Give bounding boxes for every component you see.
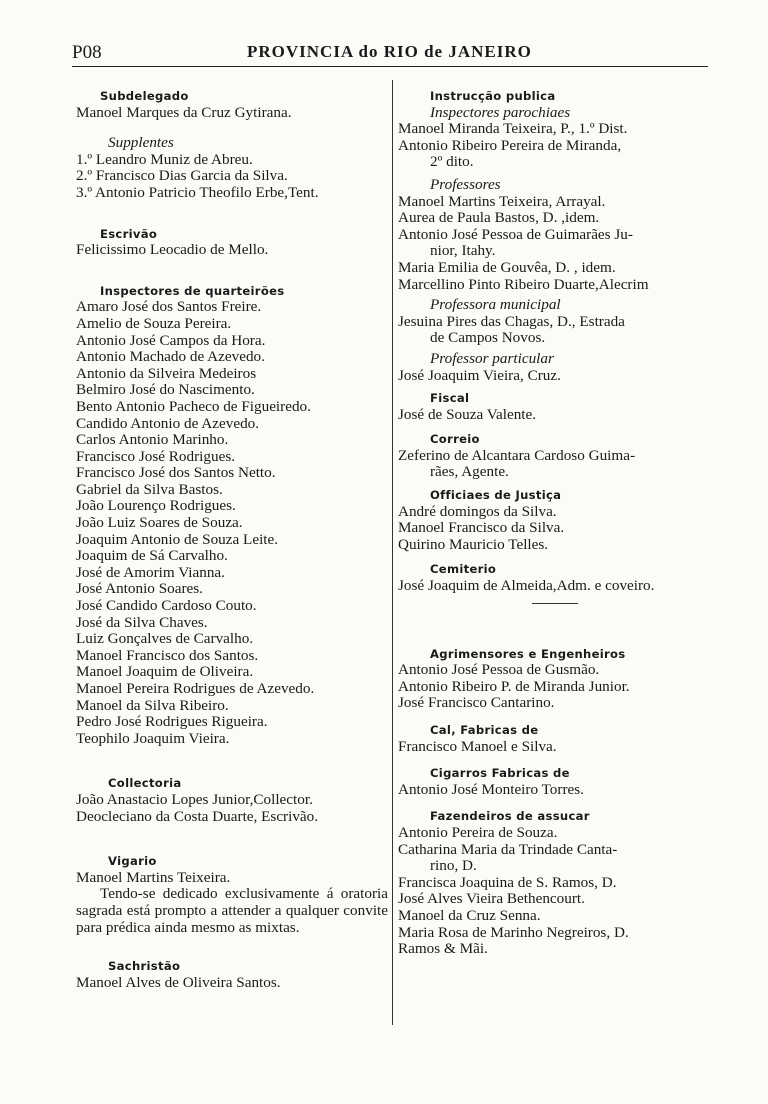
entry: João Lourenço Rodrigues. <box>76 497 236 515</box>
section-escrivao <box>76 226 388 259</box>
section-heading: Sachristão <box>108 959 181 974</box>
section-cal <box>398 722 712 755</box>
section-correio <box>398 431 712 481</box>
section-heading: Correio <box>430 432 480 447</box>
entry: 2.º Francisco Dias Garcia da Silva. <box>76 167 288 185</box>
section-inspectores-parochiaes <box>398 105 712 171</box>
entry: Bento Antonio Pacheco de Figueiredo. <box>76 397 311 415</box>
entry: Francisco José Rodrigues. <box>76 447 236 465</box>
entry: Jesuina Pires das Chagas, D., Estrada <box>398 312 625 330</box>
entry: José Joaquim de Almeida,Adm. e coveiro. <box>398 577 655 595</box>
section-instrucao <box>398 88 712 105</box>
entry: Catharina Maria da Trindade Canta- <box>398 840 618 858</box>
entry: Manoel Joaquim de Oliveira. <box>76 663 254 681</box>
section-sachristao <box>76 958 388 991</box>
header-rule <box>72 66 708 67</box>
entry: Manoel Marques da Cruz Gytirana. <box>76 103 292 121</box>
section-subheading: Inspectores parochiaes <box>430 103 571 121</box>
entry: Joaquim Antonio de Souza Leite. <box>76 530 279 548</box>
entry: Deocleciano da Costa Duarte, Escrivão. <box>76 807 319 825</box>
section-fiscal <box>398 390 712 423</box>
entry: Antonio da Silveira Medeiros <box>76 364 257 382</box>
entry: Francisco Manoel e Silva. <box>398 737 557 755</box>
entry-continuation: rães, Agente. <box>430 463 509 481</box>
entry: Marcellino Pinto Ribeiro Duarte,Alecrim <box>398 275 649 293</box>
section-heading: Vigario <box>108 854 157 869</box>
entry-continuation: 2º dito. <box>430 153 474 171</box>
section-heading: Cal, Fabricas de <box>430 723 539 737</box>
entry: José de Amorim Vianna. <box>76 563 225 581</box>
entry: João Luiz Soares de Souza. <box>76 514 243 532</box>
entry: Antonio Ribeiro Pereira de Miranda, <box>398 136 622 154</box>
entry: Amelio de Souza Pereira. <box>76 314 232 332</box>
section-heading: Cemiterio <box>430 562 497 577</box>
entry: Zeferino de Alcantara Cardoso Guima- <box>398 446 635 464</box>
entry: José Joaquim Vieira, Cruz. <box>398 366 561 384</box>
section-vigario <box>76 853 388 936</box>
left-column <box>76 82 388 991</box>
entry: Francisca Joaquina de S. Ramos, D. <box>398 873 617 891</box>
page-header <box>72 42 700 66</box>
section-heading: Collectoria <box>108 776 182 791</box>
entry: Antonio José Monteiro Torres. <box>398 780 584 798</box>
entry: Manoel Martins Teixeira. <box>76 868 231 886</box>
entry: Manoel da Silva Ribeiro. <box>76 696 229 714</box>
section-agrimensores <box>398 646 712 712</box>
entry: Manoel Miranda Teixeira, P., 1.º Dist. <box>398 120 628 138</box>
entry-continuation: de Campos Novos. <box>430 329 546 347</box>
entry: Manoel Martins Teixeira, Arrayal. <box>398 192 606 210</box>
section-fazendeiros <box>398 808 712 957</box>
entry: Manoel Pereira Rodrigues de Azevedo. <box>76 680 315 697</box>
section-heading: Cigarros Fabricas de <box>430 766 570 781</box>
entry: Belmiro José do Nascimento. <box>76 381 255 399</box>
entry: José Candido Cardoso Couto. <box>76 597 257 615</box>
entry: Antonio Pereira de Souza. <box>398 823 558 841</box>
column-divider <box>392 80 393 1025</box>
entry: Ramos & Mãi. <box>398 940 488 958</box>
section-cigarros <box>398 765 712 798</box>
entry: José Francisco Cantarino. <box>398 694 555 712</box>
section-subheading: Supplentes <box>108 134 174 152</box>
entry: Maria Rosa de Marinho Negreiros, D. <box>398 923 629 941</box>
running-title: PROVINCIA do RIO de JANEIRO <box>247 42 532 61</box>
vigario-note: Tendo-se dedicado exclusivamente á oratoria sagrada está prompto a attender a qualquer convite para prédica ainda mesmo as mixtas. <box>76 885 388 936</box>
section-subheading: Professores <box>430 175 501 193</box>
section-cemiterio <box>398 561 712 603</box>
entry: Luiz Gonçalves de Carvalho. <box>76 630 254 648</box>
section-professor-particular <box>398 351 712 384</box>
section-heading: Inspectores de quarteirões <box>100 283 285 298</box>
entry: Felicissimo Leocadio de Mello. <box>76 241 269 259</box>
entry: João Anastacio Lopes Junior,Collector. <box>76 790 313 808</box>
entry: Antonio José Campos da Hora. <box>76 331 266 349</box>
entry: Pedro José Rodrigues Rigueira. <box>76 713 268 731</box>
section-professores <box>398 177 712 293</box>
section-heading: Fiscal <box>430 391 470 406</box>
entry: André domingos da Silva. <box>398 502 557 520</box>
section-officiaes <box>398 487 712 553</box>
entry: José Alves Vieira Bethencourt. <box>398 890 585 908</box>
entry: Candido Antonio de Azevedo. <box>76 414 260 432</box>
entry: 3.º Antonio Patricio Theofilo Erbe,Tent. <box>76 183 319 201</box>
entry: 1.º Leandro Muniz de Abreu. <box>76 150 253 168</box>
section-professora-municipal <box>398 297 712 347</box>
section-separator-rule <box>532 603 578 604</box>
section-collectoria <box>76 775 388 825</box>
section-inspectores <box>76 283 388 748</box>
entry: José Antonio Soares. <box>76 580 203 598</box>
section-heading: Instrucção publica <box>430 89 556 103</box>
entry: Francisco José dos Santos Netto. <box>76 464 276 482</box>
section-subdelegado <box>76 88 388 121</box>
entry: Manoel Alves de Oliveira Santos. <box>76 973 281 991</box>
entry: Antonio Machado de Azevedo. <box>76 348 265 366</box>
entry: Teophilo Joaquim Vieira. <box>76 729 230 747</box>
entry: José da Silva Chaves. <box>76 613 208 631</box>
section-subheading: Professora municipal <box>430 296 561 314</box>
section-subheading: Professor particular <box>430 349 554 367</box>
page-number: P08 <box>72 42 102 63</box>
section-heading: Escrivão <box>100 226 158 241</box>
entry: Maria Emilia de Gouvêa, D. , idem. <box>398 258 616 276</box>
entry: Joaquim de Sá Carvalho. <box>76 547 228 565</box>
entry: Antonio José Pessoa de Gusmão. <box>398 661 600 679</box>
section-heading: Fazendeiros de assucar <box>430 809 590 824</box>
entry: Manoel Francisco dos Santos. <box>76 646 259 664</box>
entry: Quirino Mauricio Telles. <box>398 535 549 553</box>
entry: Antonio José Pessoa de Guimarães Ju- <box>398 225 633 243</box>
section-supplentes <box>76 135 388 201</box>
section-heading: Subdelegado <box>100 89 189 103</box>
section-heading: Agrimensores e Engenheiros <box>430 646 626 661</box>
section-heading: Officiaes de Justiça <box>430 488 562 503</box>
entry: José de Souza Valente. <box>398 405 537 423</box>
entry-continuation: rino, D. <box>430 857 477 875</box>
entry: Antonio Ribeiro P. de Miranda Junior. <box>398 677 630 695</box>
right-column <box>398 82 712 958</box>
entry: Aurea de Paula Bastos, D. ,idem. <box>398 209 600 227</box>
entry: Carlos Antonio Marinho. <box>76 431 229 449</box>
entry-continuation: nior, Itahy. <box>430 242 496 260</box>
entry: Manoel da Cruz Senna. <box>398 906 541 924</box>
entry: Manoel Francisco da Silva. <box>398 519 565 537</box>
entry: Amaro José dos Santos Freire. <box>76 298 262 316</box>
entry: Gabriel da Silva Bastos. <box>76 480 223 498</box>
